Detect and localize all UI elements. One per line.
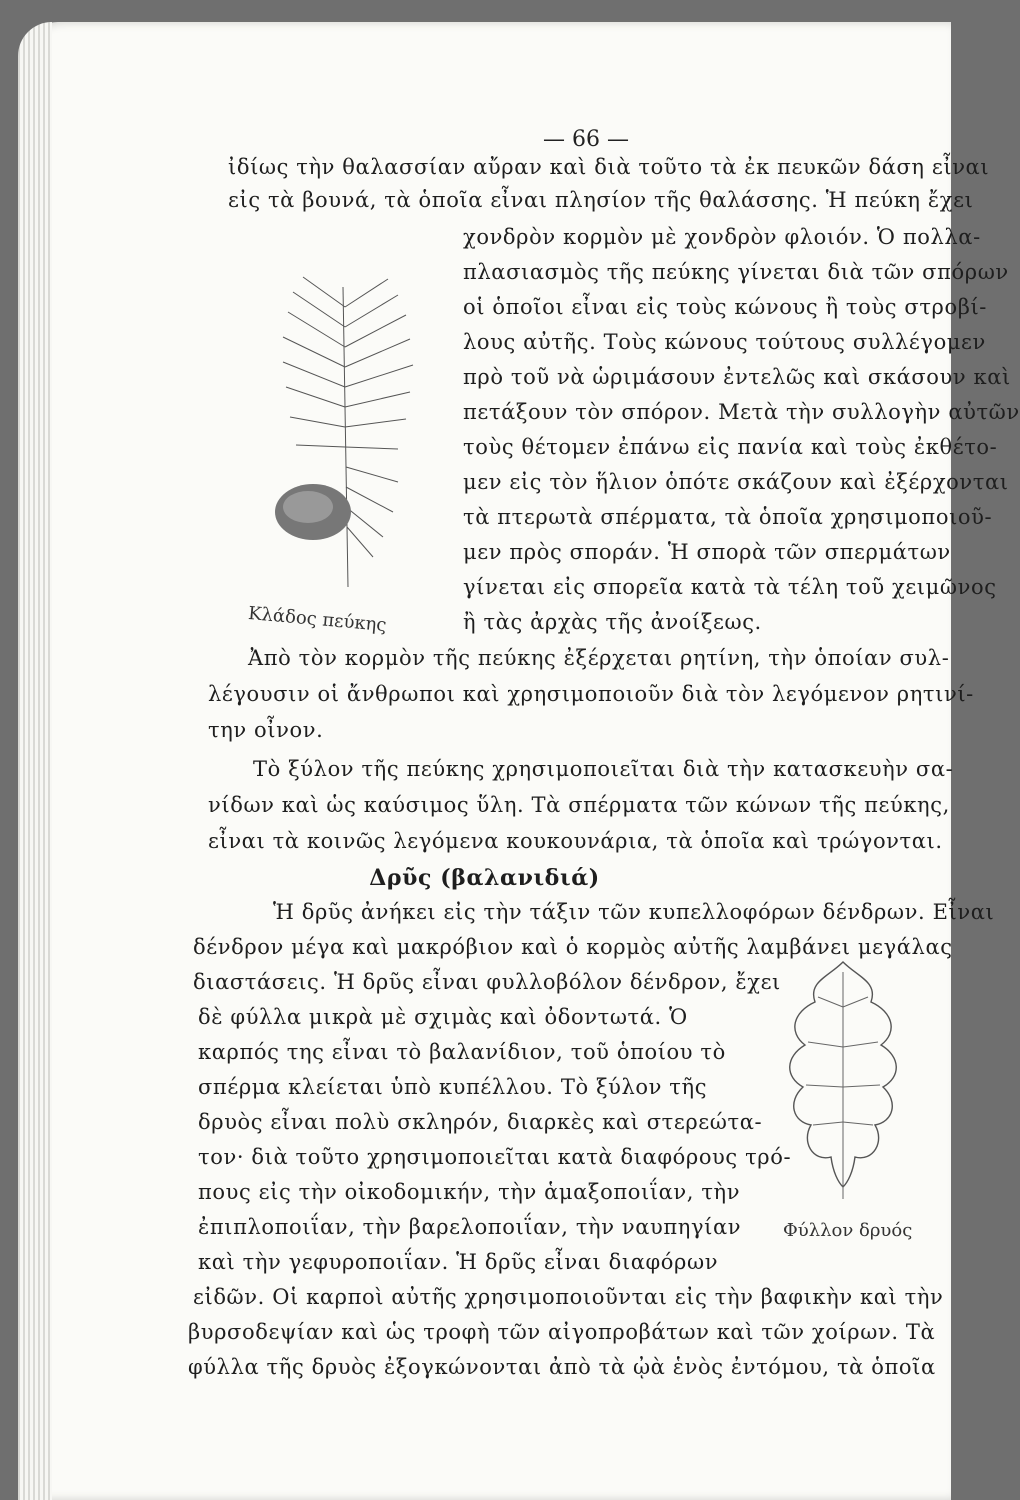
text-line: σπέρμα κλείεται ὑπὸ κυπέλλου. Τὸ ξύλον τῆς — [198, 1075, 708, 1099]
text-line: Τὸ ξύλον τῆς πεύκης χρησιμοποιεῖται διὰ τὴν κατασκευὴν σα- — [253, 757, 954, 781]
text-line: εἰδῶν. Οἱ καρποὶ αὐτῆς χρησιμοποιοῦνται εἰς τὴν βαφικὴν καὶ τὴν — [193, 1285, 944, 1309]
text-line: ἐπιπλοποιΐαν, τὴν βαρελοποιΐαν, τὴν ναυπηγίαν — [198, 1215, 742, 1239]
text-line: πους εἰς τὴν οἰκοδομικήν, τὴν ἁμαξοποιΐαν, τὴν — [198, 1180, 741, 1204]
page-edge — [18, 22, 52, 1500]
text-line: εἶναι τὰ κοινῶς λεγόμενα κουκουνάρια, τὰ ὁποῖα καὶ τρώγονται. — [208, 829, 943, 853]
text-line: διαστάσεις. Ἡ δρῦς εἶναι φυλλοβόλον δένδρον, ἔχει — [193, 970, 781, 994]
text-line: πρὸ τοῦ νὰ ὡριμάσουν ἐντελῶς καὶ σκάσουν καὶ — [463, 365, 1011, 389]
text-line: τοὺς θέτομεν ἐπάνω εἰς πανία καὶ τοὺς ἐκθέτο- — [463, 435, 998, 459]
text-line: Ἀπὸ τὸν κορμὸν τῆς πεύκης ἐξέρχεται ρητίνη, τὴν ὁποίαν συλ- — [248, 646, 950, 670]
oak-caption: Φύλλον δρυός — [783, 1220, 913, 1241]
text-line: εἰς τὰ βουνά, τὰ ὁποῖα εἶναι πλησίον τῆς θαλάσσης. Ἡ πεύκη ἔχει — [228, 188, 974, 212]
text-line: ἢ τὰς ἀρχὰς τῆς ἀνοίξεως. — [463, 610, 762, 634]
section-heading: Δρῦς (βαλανιδιά) — [369, 865, 600, 891]
text-line: καὶ τὴν γεφυροποιΐαν. Ἡ δρῦς εἶναι διαφόρων — [198, 1250, 719, 1274]
text-line: πλασιασμὸς τῆς πεύκης γίνεται διὰ τῶν σπόρων — [463, 260, 1009, 284]
text-line: ἰδίως τὴν θαλασσίαν αὔραν καὶ διὰ τοῦτο τὰ ἐκ πευκῶν δάση εἶναι — [228, 155, 990, 179]
page-number: — 66 — — [543, 127, 629, 152]
text-line: μεν πρὸς σποράν. Ἡ σπορὰ τῶν σπερμάτων — [463, 540, 951, 564]
text-line: καρπός της εἶναι τὸ βαλανίδιον, τοῦ ὁποίου τὸ — [198, 1040, 726, 1064]
text-line: φύλλα τῆς δρυὸς ἐξογκώνονται ἀπὸ τὰ ᾠὰ ἑνὸς ἐντόμου, τὰ ὁποῖα — [188, 1355, 936, 1379]
text-line: δὲ φύλλα μικρὰ μὲ σχιμὰς καὶ ὀδοντωτά. Ὁ — [198, 1005, 688, 1029]
text-line: πετάξουν τὸν σπόρον. Μετὰ τὴν συλλογὴν αὐτῶν — [463, 400, 1020, 424]
text-line: νίδων καὶ ὡς καύσιμος ὕλη. Τὰ σπέρματα τῶν κώνων τῆς πεύκης, — [208, 793, 950, 817]
text-line: την οἶνον. — [208, 718, 324, 742]
text-line: τὰ πτερωτὰ σπέρματα, τὰ ὁποῖα χρησιμοποιοῦ- — [463, 505, 993, 529]
text-line: δένδρον μέγα καὶ μακρόβιον καὶ ὁ κορμὸς αὐτῆς λαμβάνει μεγάλας — [193, 935, 953, 959]
pine-branch-illustration — [248, 267, 438, 597]
text-line: γίνεται εἰς σπορεῖα κατὰ τὰ τέλη τοῦ χειμῶνος — [463, 575, 997, 599]
oak-leaf-illustration — [773, 957, 913, 1202]
text-line: τον· διὰ τοῦτο χρησιμοποιεῖται κατὰ διαφόρους τρό- — [198, 1145, 792, 1169]
pine-caption: Κλάδος πεύκης — [247, 602, 388, 637]
text-line: βυρσοδεψίαν καὶ ὡς τροφὴ τῶν αἰγοπροβάτων καὶ τῶν χοίρων. Τὰ — [188, 1320, 936, 1344]
text-line: δρυὸς εἶναι πολὺ σκληρόν, διαρκὲς καὶ στερεώτα- — [198, 1110, 763, 1134]
text-line: μεν εἰς τὸν ἥλιον ὁπότε σκάζουν καὶ ἐξέρχονται — [463, 470, 1009, 494]
text-line: οἱ ὁποῖοι εἶναι εἰς τοὺς κώνους ἢ τοὺς στροβί- — [463, 295, 988, 319]
book-page — [18, 22, 1020, 1500]
text-line: Ἡ δρῦς ἀνήκει εἰς τὴν τάξιν τῶν κυπελλοφόρων δένδρων. Εἶναι — [273, 900, 995, 924]
text-line: χονδρὸν κορμὸν μὲ χονδρὸν φλοιόν. Ὁ πολλα- — [463, 225, 981, 249]
text-line: λους αὐτῆς. Τοὺς κώνους τούτους συλλέγομεν — [463, 330, 986, 354]
text-line: λέγουσιν οἱ ἄνθρωποι καὶ χρησιμοποιοῦν διὰ τὸν λεγόμενον ρητινί- — [208, 682, 974, 706]
